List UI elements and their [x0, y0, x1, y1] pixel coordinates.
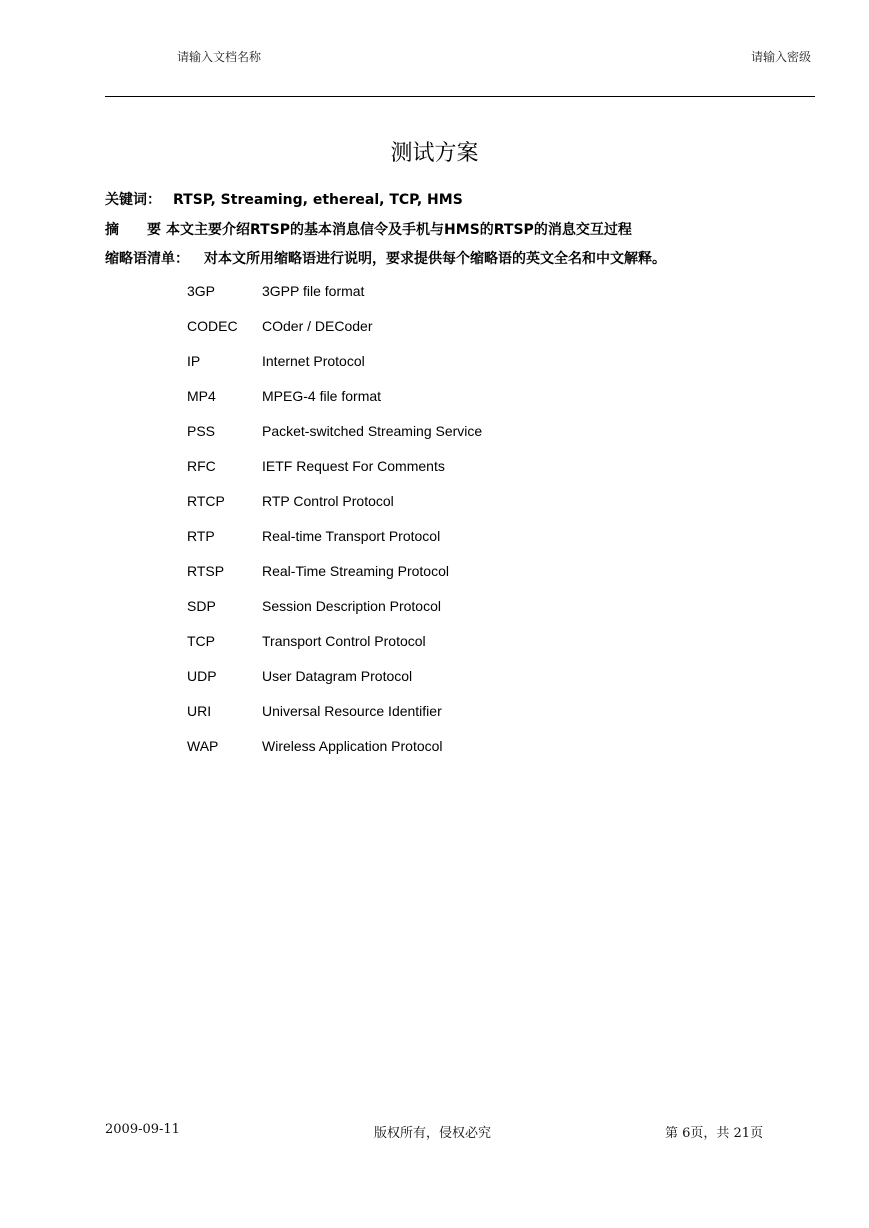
acronym-full-name: IETF Request For Comments: [262, 458, 445, 474]
acronym-full-name: Real-time Transport Protocol: [262, 528, 441, 544]
header-security-level: 请输入密级: [750, 50, 811, 64]
acronym-abbr: URI: [187, 703, 212, 719]
acronym-row: [187, 633, 482, 668]
acronym-row: [187, 598, 482, 633]
acronyms-label: 缩略语清单：: [105, 251, 189, 267]
footer-copyright: 版权所有，侵权必究: [374, 1126, 492, 1141]
acronym-abbr: RTSP: [187, 563, 225, 579]
acronym-row: [187, 528, 482, 563]
acronym-row: [187, 283, 482, 318]
footer-date: 2009-09-11: [105, 1122, 180, 1137]
acronym-row: [187, 563, 482, 598]
footer-page-number: 第 6页，共 21页: [665, 1126, 764, 1141]
acronym-full-name: Real-Time Streaming Protocol: [262, 563, 449, 579]
acronym-full-name: RTP Control Protocol: [262, 493, 394, 509]
acronym-row: [187, 318, 482, 353]
abstract-line: [105, 219, 632, 239]
acronym-row: [187, 458, 482, 493]
acronym-row: [187, 738, 482, 773]
acronym-abbr: PSS: [187, 423, 216, 439]
keywords-line: [105, 189, 463, 209]
acronym-abbr: SDP: [187, 598, 216, 614]
header-divider: [105, 96, 815, 97]
acronym-row: [187, 388, 482, 423]
keywords-label: 关键词：: [105, 192, 161, 208]
acronym-abbr: TCP: [187, 633, 215, 649]
acronym-full-name: 3GPP file format: [262, 283, 365, 299]
acronym-abbr: WAP: [187, 738, 219, 754]
acronym-abbr: IP: [187, 353, 201, 369]
acronym-row: [187, 668, 482, 703]
acronym-full-name: User Datagram Protocol: [262, 668, 413, 684]
acronym-abbr: RTCP: [187, 493, 225, 509]
acronym-full-name: COder / DECoder: [262, 318, 373, 334]
abstract-label: 摘 要: [105, 222, 161, 238]
header-doc-name: 请输入文档名称: [177, 50, 262, 64]
acronym-abbr: UDP: [187, 668, 217, 684]
acronym-row: [187, 353, 482, 388]
acronym-abbr: RFC: [187, 458, 216, 474]
acronym-full-name: Session Description Protocol: [262, 598, 441, 614]
acronym-row: [187, 493, 482, 528]
acronyms-description: 对本文所用缩略语进行说明，要求提供每个缩略语的英文全名和中文解释。: [204, 251, 666, 267]
acronym-abbr: CODEC: [187, 318, 238, 334]
acronym-full-name: Wireless Application Protocol: [262, 738, 443, 754]
acronym-row: [187, 703, 482, 738]
acronym-full-name: MPEG-4 file format: [262, 388, 382, 404]
acronym-full-name: Transport Control Protocol: [262, 633, 426, 649]
acronyms-line: [105, 248, 666, 268]
acronym-list: [187, 283, 482, 773]
acronym-full-name: Universal Resource Identifier: [262, 703, 442, 719]
acronym-row: [187, 423, 482, 458]
acronym-abbr: MP4: [187, 388, 216, 404]
page-title: 测试方案: [390, 141, 479, 166]
keywords-value: RTSP, Streaming, ethereal, TCP, HMS: [173, 192, 463, 208]
acronym-abbr: 3GP: [187, 283, 216, 299]
acronym-abbr: RTP: [187, 528, 215, 544]
acronym-full-name: Packet-switched Streaming Service: [262, 423, 483, 439]
abstract-value: ：本文主要介绍RTSP的基本消息信令及手机与HMS的RTSP的消息交互过程: [152, 222, 632, 238]
acronym-full-name: Internet Protocol: [262, 353, 365, 369]
